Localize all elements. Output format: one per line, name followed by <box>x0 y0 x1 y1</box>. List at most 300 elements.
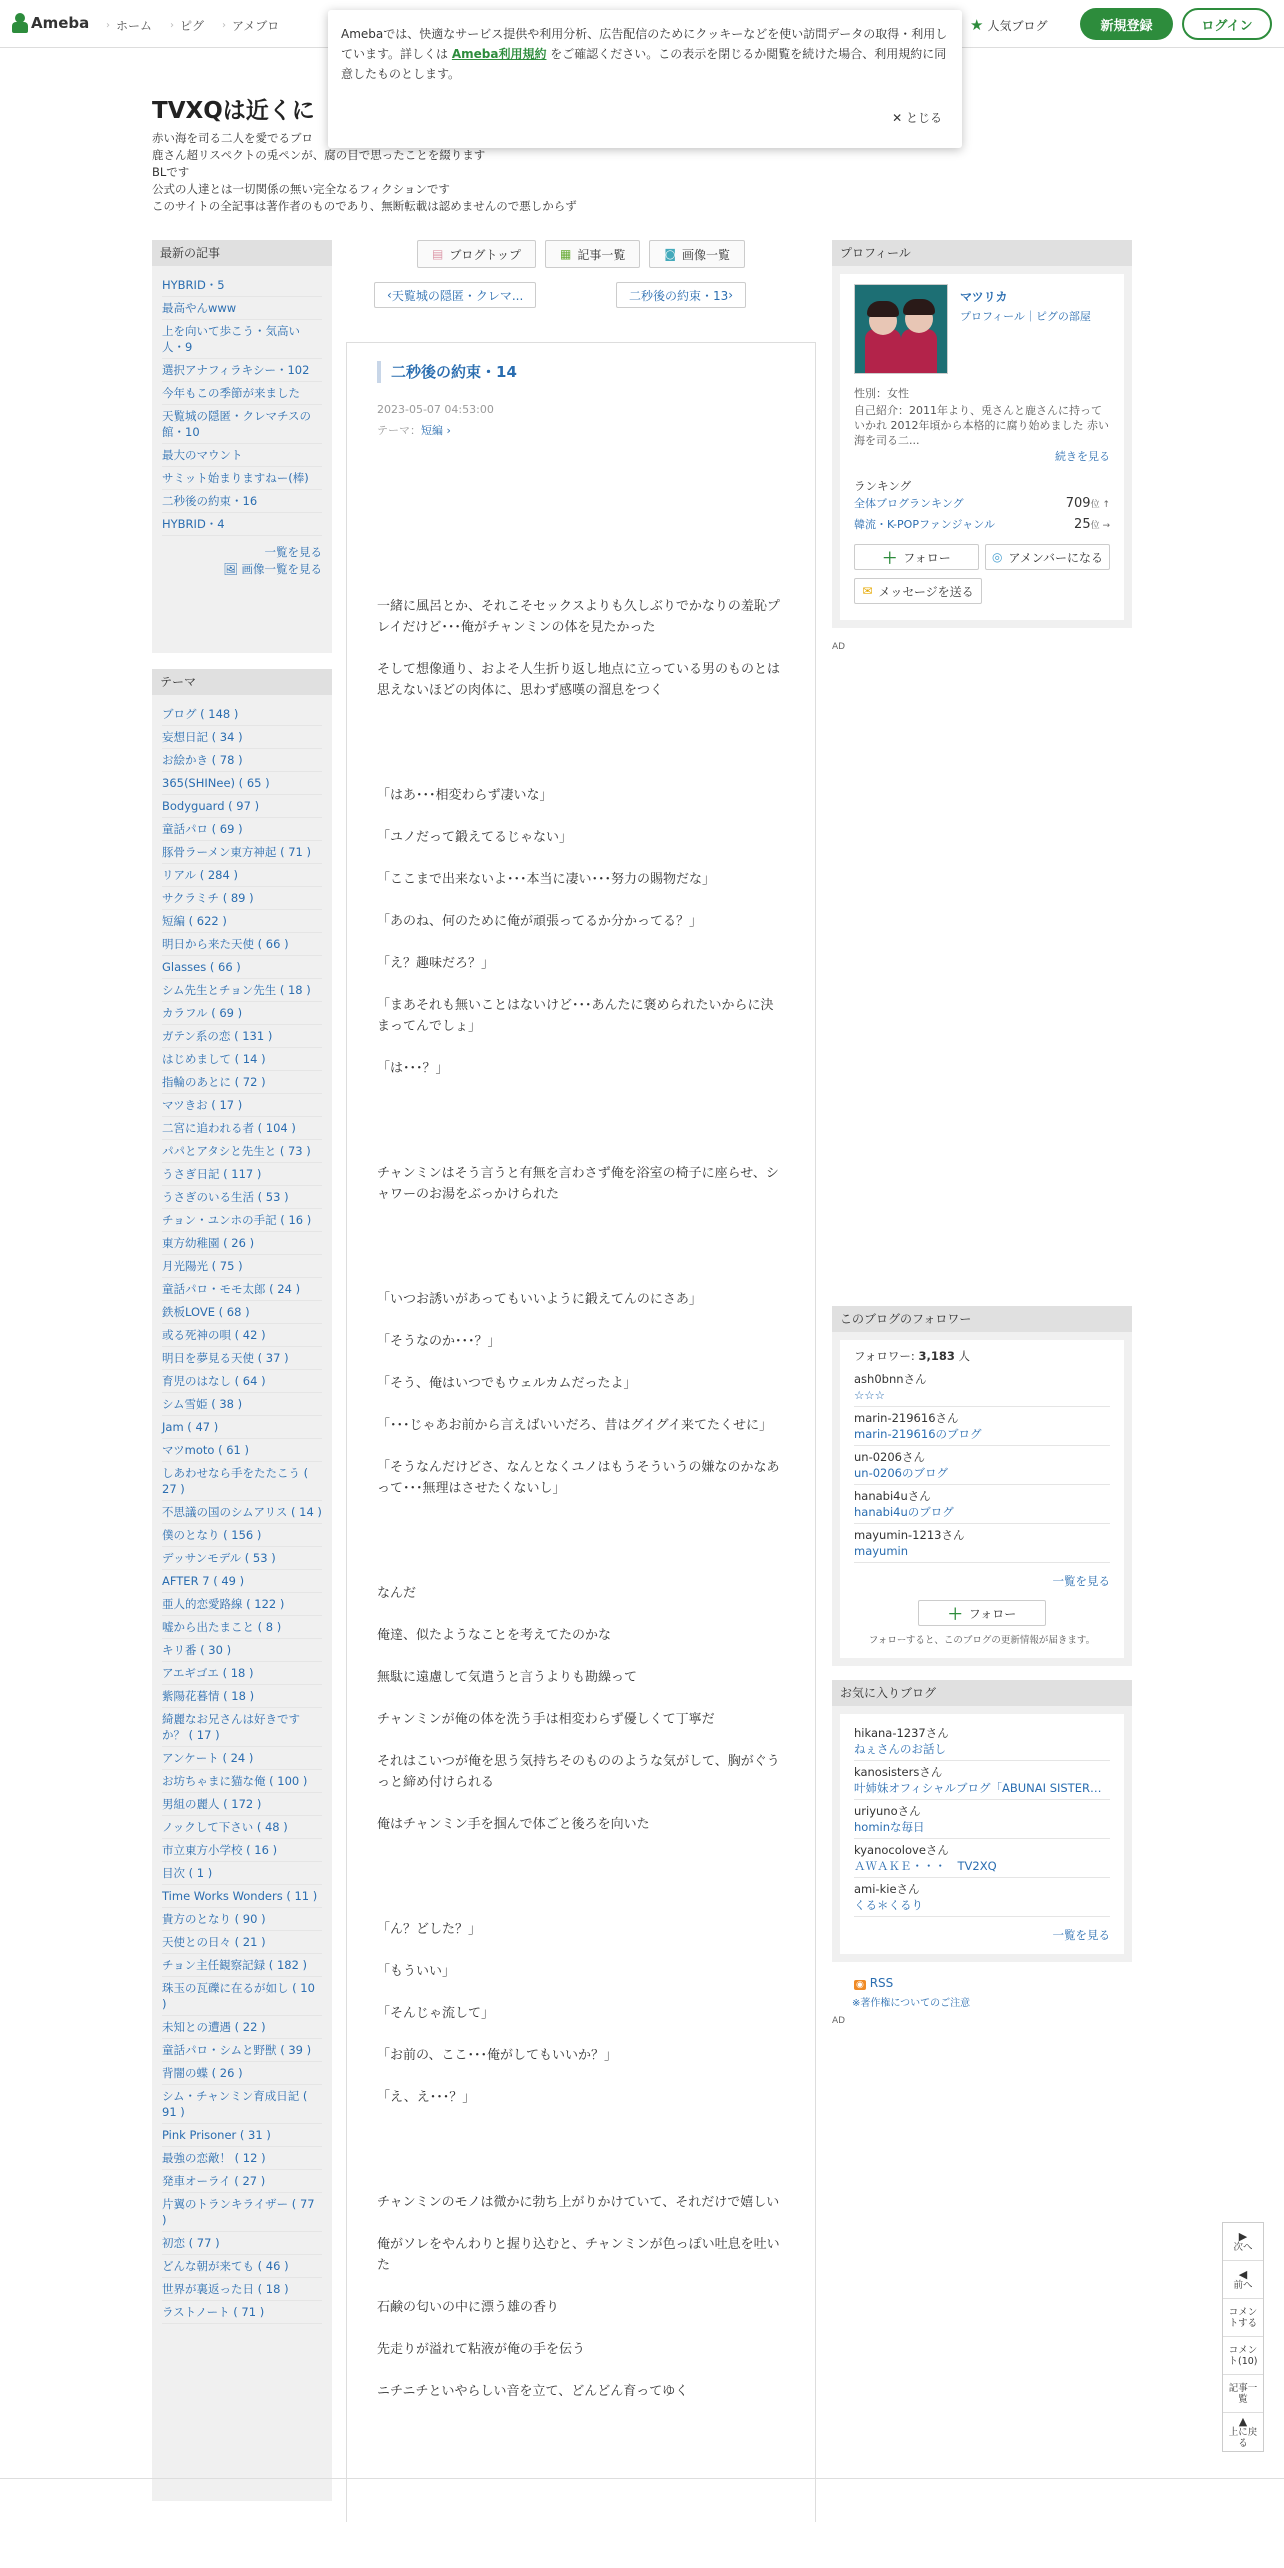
theme-link[interactable]: 鉄板LOVE ( 68 ) <box>162 1301 322 1324</box>
theme-link[interactable]: はじめまして ( 14 ) <box>162 1048 322 1071</box>
favorite-owner: kyanocoloveさん <box>854 1843 949 1857</box>
latest-article-link[interactable]: HYBRID・4 <box>162 513 322 536</box>
article-paragraph: 「ユノだって鍛えてるじゃない」 <box>377 830 573 845</box>
theme-link[interactable]: Time Works Wonders ( 11 ) <box>162 1885 322 1908</box>
article-paragraph: 「あのね、何のために俺が頑張ってるか分かってる？」 <box>377 914 703 929</box>
profile-intro-more[interactable]: 続きを見る <box>1055 450 1110 463</box>
amember-icon: ◎ <box>992 550 1003 564</box>
theme-link[interactable]: 育児のはなし ( 64 ) <box>162 1370 322 1393</box>
latest-article-link[interactable]: サミット始まりますねー(棒) <box>162 467 322 490</box>
article-paragraph <box>377 1856 785 1877</box>
article-paragraph: チャンミンはそう言うと有無を言わさず俺を浴室の椅子に座らせ、シャワーのお湯をぶっかけられた <box>377 1166 779 1202</box>
blog-desc-line: 赤い海を司る二人を愛でるブロ <box>152 131 313 145</box>
blog-top-button[interactable] <box>417 240 536 268</box>
plus-icon: ＋ <box>947 1604 963 1623</box>
images-more-label: 画像一覧を見る <box>241 562 322 576</box>
mail-icon: ✉ <box>862 584 873 598</box>
theme-link[interactable]: 片翼のトランキライザー ( 77 ) <box>162 2193 322 2232</box>
theme-link[interactable]: 妄想日記 ( 34 ) <box>162 726 322 749</box>
article-paragraph <box>377 1604 785 1625</box>
article-paragraph <box>377 1268 785 1289</box>
theme-link[interactable]: お坊ちゃまに猫な俺 ( 100 ) <box>162 1770 322 1793</box>
favorites-heading: お気に入りブログ <box>832 1680 1132 1706</box>
favorite-owner: ami-kieさん <box>854 1882 920 1896</box>
cookie-notice <box>328 10 962 148</box>
ranking-row <box>854 494 1110 515</box>
chevron-right-icon: › <box>728 288 734 302</box>
article-paragraph: チャンミンのモノは微かに勃ち上がりかけていて、それだけで嬉しい <box>377 2195 780 2210</box>
article-paragraph <box>377 1541 785 1562</box>
cookie-close-button[interactable] <box>892 108 942 128</box>
images-more-link[interactable] <box>162 561 322 578</box>
favorite-blog-link[interactable]: ＡＷＡＫＥ・・・ TV2XQ <box>854 1859 997 1873</box>
article-paragraph: 「そうなんだけどさ、なんとなくユノはもうそういうの嫌なのかなあって･･･無理はさせたくないし」 <box>377 1460 780 1496</box>
theme-link[interactable]: 明日を夢見る天使 ( 37 ) <box>162 1347 322 1370</box>
followers-more-link[interactable]: 一覧を見る <box>1052 1574 1110 1588</box>
theme-link[interactable]: アエギゴエ ( 18 ) <box>162 1662 322 1685</box>
favorite-item[interactable] <box>854 1800 1110 1839</box>
article-paragraph <box>377 2024 785 2045</box>
follower-blog-link[interactable]: marin-219616のブログ <box>854 1427 982 1441</box>
favorite-blog-link[interactable]: ねぇさんのお話し <box>854 1742 946 1756</box>
theme-link[interactable]: 貴方のとなり ( 90 ) <box>162 1908 322 1931</box>
nav-pigg[interactable]: ピグ <box>180 19 205 33</box>
article-paragraph <box>377 974 785 995</box>
theme-link[interactable]: 月光陽光 ( 75 ) <box>162 1255 322 1278</box>
message-button[interactable] <box>854 578 982 604</box>
article-paragraph: 「え、え･･･？」 <box>377 2090 476 2105</box>
theme-link[interactable]: ブログ ( 148 ) <box>162 703 322 726</box>
article-paragraph <box>377 1310 785 1331</box>
theme-link[interactable]: 市立東方小学校 ( 16 ) <box>162 1839 322 1862</box>
article-paragraph <box>377 2150 785 2171</box>
follower-list <box>854 1368 1110 1563</box>
theme-link[interactable]: ラストノート ( 71 ) <box>162 2301 322 2324</box>
article-list-label: 記事一覧 <box>577 247 626 262</box>
theme-link[interactable]: うさぎ日記 ( 117 ) <box>162 1163 322 1186</box>
theme-link[interactable]: 世界が裏返った日 ( 18 ) <box>162 2278 322 2301</box>
theme-link[interactable]: 僕のとなり ( 156 ) <box>162 1524 322 1547</box>
favorite-owner: hikana-1237さん <box>854 1726 949 1740</box>
arrow-icon: ▲ <box>1238 2414 1248 2428</box>
nav-home[interactable]: ホーム <box>116 19 153 33</box>
theme-link[interactable]: 綺麗なお兄さんは好きですか？ ( 17 ) <box>162 1708 322 1747</box>
copyright-note-link[interactable]: ※著作権についてのご注意 <box>852 1998 971 2009</box>
latest-article-link[interactable]: 今年もこの季節が来ました <box>162 382 322 405</box>
theme-link[interactable]: 珠玉の瓦礫に在るが如し ( 10 ) <box>162 1977 322 2016</box>
terms-link[interactable]: Ameba利用規約 <box>451 47 547 61</box>
article-paragraph: 「え？趣味だろ？」 <box>377 956 495 971</box>
arrow-icon: ▶ <box>1238 2229 1248 2243</box>
theme-link[interactable]: 未知との遭遇 ( 22 ) <box>162 2016 322 2039</box>
favorite-item[interactable] <box>854 1761 1110 1800</box>
article <box>346 342 816 2522</box>
close-icon: ✕ <box>892 111 906 125</box>
article-pager <box>346 282 816 312</box>
favorite-blog-link[interactable]: 叶姉妹オフィシャルブログ「ABUNAI SISTER… <box>854 1781 1102 1795</box>
favorite-blog-link[interactable]: hominな毎日 <box>854 1820 925 1834</box>
follower-name: marin-219616さん <box>854 1411 959 1425</box>
profile-links[interactable]: プロフィール｜ピグの部屋 <box>960 310 1091 323</box>
register-button[interactable]: 新規登録 <box>1080 8 1173 40</box>
floating-nav-item[interactable] <box>1223 2299 1263 2337</box>
theme-link[interactable]: 初恋 ( 77 ) <box>162 2232 322 2255</box>
article-paragraph <box>377 1562 785 1583</box>
article-paragraph: それはこいつが俺を思う気持ちそのもののような気がして、胸がぐうっと締め付けられる <box>377 1754 780 1790</box>
article-paragraph: チャンミンが俺の体を洗う手は相変わらず優しくて丁寧だ <box>377 1712 715 1727</box>
article-paragraph <box>377 1520 785 1541</box>
latest-article-link[interactable]: 最高やんwww <box>162 297 322 320</box>
theme-label: テーマ： <box>377 424 421 437</box>
next-article-button[interactable] <box>616 282 746 308</box>
blog-desc-line: このサイトの全記事は著作者のものであり、無断転載は認めませんので悪しからず <box>152 199 577 213</box>
article-paragraph <box>377 1226 785 1247</box>
floating-nav-label: 前へ <box>1233 2279 1253 2291</box>
right-sidebar <box>832 240 1132 2026</box>
favorites-inner <box>840 1714 1124 1954</box>
article-paragraph <box>377 1100 785 1121</box>
theme-link[interactable]: Glasses ( 66 ) <box>162 956 322 979</box>
floating-nav-item[interactable] <box>1223 2223 1263 2261</box>
favorites-list <box>854 1722 1110 1917</box>
article-body <box>377 596 785 2402</box>
ranking-value: 709 <box>1065 496 1091 511</box>
follower-item[interactable] <box>854 1446 1110 1485</box>
article-paragraph <box>377 1688 785 1709</box>
follower-count <box>854 1348 1110 1364</box>
floating-nav-label: 記事一覧 <box>1228 2382 1258 2405</box>
left-sidebar <box>152 240 332 2501</box>
latest-article-link[interactable]: 上を向いて歩こう・気高い人・9 <box>162 320 322 359</box>
article-paragraph: 一緒に風呂とか、それこそセックスよりも久しぶりでかなりの羞恥プレイだけど･･･俺がチャンミンの体を見たかった <box>377 599 780 635</box>
profile-inner <box>840 274 1124 620</box>
follow-label: フォロー <box>968 1606 1017 1621</box>
article-paragraph: 俺達、似たようなことを考えてたのかな <box>377 1628 612 1643</box>
latest-articles-box <box>152 266 332 653</box>
theme-link[interactable]: Bodyguard ( 97 ) <box>162 795 322 818</box>
amember-button[interactable] <box>985 544 1110 570</box>
floating-nav-item[interactable] <box>1223 2375 1263 2413</box>
theme-link[interactable]: 明日から来た天使 ( 66 ) <box>162 933 322 956</box>
article-paragraph <box>377 1877 785 1898</box>
blog-desc-line: 鹿さん超リスペクトの兎ペンが、腐の目で思ったことを綴ります <box>152 148 486 162</box>
article-paragraph: 「そう、俺はいつでもウェルカムだったよ」 <box>377 1376 637 1391</box>
login-button[interactable]: ログイン <box>1182 8 1272 40</box>
theme-link[interactable]: リアル ( 284 ) <box>162 864 322 887</box>
ad-label: AD <box>832 642 846 652</box>
latest-articles-heading: 最新の記事 <box>152 240 332 266</box>
article-paragraph: 先走りが溢れて粘液が俺の手を伝う <box>377 2342 586 2357</box>
main-column <box>346 240 816 2399</box>
ameba-logo-icon <box>12 13 28 33</box>
follower-count-label: フォロワー: <box>854 1349 919 1363</box>
follow-button-2[interactable] <box>918 1600 1046 1626</box>
follower-name: hanabi4uさん <box>854 1489 931 1503</box>
article-paragraph <box>377 1205 785 1226</box>
article-paragraph: 「ここまで出来ないよ･･･本当に凄い･･･努力の賜物だな」 <box>377 872 716 887</box>
theme-link[interactable]: 目次 ( 1 ) <box>162 1862 322 1885</box>
latest-articles-list <box>162 274 322 536</box>
theme-link[interactable]: 亜人的恋愛路線 ( 122 ) <box>162 1593 322 1616</box>
article-paragraph: 「もういい」 <box>377 1964 456 1979</box>
theme-link[interactable]: 男組の麗人 ( 172 ) <box>162 1793 322 1816</box>
followers-heading: このブログのフォロワー <box>832 1306 1132 1332</box>
floating-nav-item[interactable] <box>1223 2413 1263 2451</box>
follower-blog-link[interactable]: un-0206のブログ <box>854 1466 948 1480</box>
follower-blog-link[interactable]: hanabi4uのブログ <box>854 1505 954 1519</box>
theme-heading: テーマ <box>152 669 332 695</box>
latest-article-link[interactable]: 天覧城の隠匿・クレマチスの館・10 <box>162 405 322 444</box>
floating-nav-label: 上に戻る <box>1228 2426 1258 2449</box>
theme-link[interactable]: パパとアタシと先生と ( 73 ) <box>162 1140 322 1163</box>
floating-nav-label: コメント(10) <box>1228 2344 1258 2367</box>
theme-link[interactable]: シム雪姫 ( 38 ) <box>162 1393 322 1416</box>
article-paragraph <box>377 764 785 785</box>
follower-blog-link[interactable]: ☆☆☆ <box>854 1388 885 1402</box>
blog-nav-buttons <box>346 240 816 270</box>
image-list-button[interactable] <box>649 240 745 268</box>
article-paragraph <box>377 1898 785 1919</box>
theme-link[interactable]: うさぎのいる生活 ( 53 ) <box>162 1186 322 1209</box>
theme-link[interactable]: 童話パロ ( 69 ) <box>162 818 322 841</box>
follow-button[interactable] <box>854 544 979 570</box>
ranking-name[interactable]: 全体ブログランキング <box>854 497 964 510</box>
follower-item[interactable] <box>854 1407 1110 1446</box>
theme-link[interactable]: 東方幼稚園 ( 26 ) <box>162 1232 322 1255</box>
blog-desc-line: BLです <box>152 165 190 179</box>
follower-item[interactable] <box>854 1485 1110 1524</box>
floating-nav-label: 次へ <box>1233 2241 1253 2253</box>
article-paragraph <box>377 1394 785 1415</box>
theme-link[interactable]: シム先生とチョン先生 ( 18 ) <box>162 979 322 1002</box>
theme-link[interactable]: 短編 <box>421 424 443 437</box>
camera-icon: ◙ <box>664 247 676 261</box>
cookie-text-after: をご確認ください。この表示を閉じるか閲覧を続けた場合、利用規約に同意したものとします。 <box>341 47 947 81</box>
article-paragraph: 「は･･･？」 <box>377 1061 449 1076</box>
profile-name[interactable]: マツリカ <box>960 290 1008 304</box>
follower-item[interactable] <box>854 1368 1110 1407</box>
image-list-label: 画像一覧 <box>681 247 730 262</box>
ranking-label: ランキング <box>854 479 912 493</box>
followers-inner <box>840 1340 1124 1658</box>
favorite-item[interactable] <box>854 1839 1110 1878</box>
ranking-unit: 位 → <box>1090 521 1110 531</box>
article-paragraph <box>377 2360 785 2381</box>
article-paragraph: 無駄に遠慮して気遣うと言うよりも勘繰って <box>377 1670 638 1685</box>
prev-article-button[interactable] <box>374 282 536 308</box>
article-paragraph <box>377 848 785 869</box>
cookie-text-before: Amebaでは、快適なサービス提供や利用分析、広告配信のためにクッキーなどを使い訪問データの取得・利用しています。詳しくは <box>341 27 948 61</box>
popular-blog-label: 人気ブログ <box>987 18 1048 33</box>
article-paragraph: 「お前の、ここ･･･俺がしてもいいか？」 <box>377 2048 617 2063</box>
follower-name: ash0bnnさん <box>854 1372 927 1386</box>
theme-link[interactable]: マツきお ( 17 ) <box>162 1094 322 1117</box>
chevron-right-icon: › <box>222 20 227 31</box>
article-paragraph <box>377 1436 785 1457</box>
blog-title[interactable]: TVXQは近くに <box>152 98 315 124</box>
theme-link[interactable]: デッサンモデル ( 53 ) <box>162 1547 322 1570</box>
plus-icon: ＋ <box>882 548 898 567</box>
follower-count-value: 3,183 <box>918 1349 955 1363</box>
profile-box <box>832 266 1132 628</box>
article-paragraph <box>377 890 785 911</box>
amember-label: アメンバーになる <box>1008 550 1103 565</box>
avatar[interactable] <box>854 284 948 374</box>
article-date: 2023-05-07 04:53:00 <box>377 403 494 416</box>
article-paragraph <box>377 1121 785 1142</box>
list-icon: ▦ <box>559 247 572 261</box>
theme-link[interactable]: Jam ( 47 ) <box>162 1416 322 1439</box>
latest-article-link[interactable]: 二秒後の約束・16 <box>162 490 322 513</box>
theme-link[interactable]: シム・チャンミン育成日記 ( 91 ) <box>162 2085 322 2124</box>
theme-link[interactable]: 最強の恋敵！ ( 12 ) <box>162 2147 322 2170</box>
article-paragraph <box>377 1247 785 1268</box>
nav-ameblo[interactable]: アメブロ <box>232 19 280 33</box>
floating-nav-item[interactable] <box>1223 2337 1263 2375</box>
rss-link[interactable] <box>854 1976 893 1990</box>
latest-article-link[interactable]: 選択アナフィラキシー・102 <box>162 359 322 382</box>
theme-link[interactable]: キリ番 ( 30 ) <box>162 1639 322 1662</box>
article-list-button[interactable] <box>545 240 640 268</box>
ranking-value: 25 <box>1074 517 1091 532</box>
profile-intro: 自己紹介：2011年より、兎さんと鹿さんに持っていかれ 2012年頃から本格的に腐り始めました 赤い海を司る二... <box>854 404 1109 447</box>
followers-box <box>832 1332 1132 1666</box>
ranking-unit: 位 ↑ <box>1090 500 1110 510</box>
theme-link[interactable]: アンケート ( 24 ) <box>162 1747 322 1770</box>
article-paragraph: 「はあ･･･相変わらず凄いな」 <box>377 788 553 803</box>
floating-nav-item[interactable] <box>1223 2261 1263 2299</box>
theme-link[interactable]: チョン主任観察記録 ( 182 ) <box>162 1954 322 1977</box>
article-paragraph: 「･･･じゃあお前から言えばいいだろ、昔はグイグイ来てたくせに」 <box>377 1418 772 1433</box>
article-paragraph: 「ん？どした？」 <box>377 1922 482 1937</box>
theme-link[interactable]: 不思議の国のシムアリス ( 14 ) <box>162 1501 322 1524</box>
theme-link[interactable]: 365(SHINee) ( 65 ) <box>162 772 322 795</box>
article-paragraph <box>377 932 785 953</box>
article-paragraph <box>377 2171 785 2192</box>
theme-link[interactable]: 豚骨ラーメン東方神起 ( 71 ) <box>162 841 322 864</box>
article-paragraph <box>377 722 785 743</box>
floating-nav-label: コメントする <box>1228 2306 1258 2329</box>
theme-link[interactable]: お絵かき ( 78 ) <box>162 749 322 772</box>
follow-note: フォローすると、このブログの更新情報が届きます。 <box>868 1635 1096 1646</box>
favorite-owner: kanosistersさん <box>854 1765 943 1779</box>
article-paragraph <box>377 1499 785 1520</box>
theme-link[interactable]: ガテン系の恋 ( 131 ) <box>162 1025 322 1048</box>
follower-name: un-0206さん <box>854 1450 925 1464</box>
cookie-close-label: とじる <box>905 111 942 125</box>
theme-link[interactable]: 或る死神の唄 ( 42 ) <box>162 1324 322 1347</box>
theme-link[interactable]: 背闇の蝶 ( 26 ) <box>162 2062 322 2085</box>
arrow-icon: ◀ <box>1238 2267 1248 2281</box>
article-paragraph <box>377 701 785 722</box>
favorites-box <box>832 1706 1132 1962</box>
follower-item[interactable] <box>854 1524 1110 1563</box>
theme-link[interactable]: チョン・ユンホの手記 ( 16 ) <box>162 1209 322 1232</box>
image-icon: 🖼 <box>223 562 242 576</box>
ranking-row <box>854 515 1110 536</box>
latest-article-link[interactable]: 最大のマウント <box>162 444 322 467</box>
theme-link[interactable]: 指輪のあとに ( 72 ) <box>162 1071 322 1094</box>
popular-blog-link[interactable] <box>970 16 1047 34</box>
star-icon: ★ <box>970 16 984 34</box>
followers-section <box>832 1306 1132 1666</box>
article-theme <box>377 422 785 438</box>
theme-link[interactable]: しあわせなら手をたたこう ( 27 ) <box>162 1462 322 1501</box>
ad-label: AD <box>832 2016 846 2026</box>
profile-gender: 性別：女性 <box>854 387 909 400</box>
theme-link[interactable]: 紫陽花暮情 ( 18 ) <box>162 1685 322 1708</box>
theme-link[interactable]: 天使との日々 ( 21 ) <box>162 1931 322 1954</box>
article-paragraph: 「いつお誘いがあってもいいように鍛えてんのにさあ」 <box>377 1292 702 1307</box>
theme-link[interactable]: 二宮に追われる者 ( 104 ) <box>162 1117 322 1140</box>
article-paragraph <box>377 1352 785 1373</box>
theme-link[interactable]: ノックして下さい ( 48 ) <box>162 1816 322 1839</box>
theme-link[interactable]: カラフル ( 69 ) <box>162 1002 322 1025</box>
favorites-more-link[interactable]: 一覧を見る <box>1052 1928 1110 1942</box>
theme-link[interactable]: AFTER 7 ( 49 ) <box>162 1570 322 1593</box>
theme-link[interactable]: 童話パロ・シムと野獣 ( 39 ) <box>162 2039 322 2062</box>
theme-link[interactable]: サクラミチ ( 89 ) <box>162 887 322 910</box>
article-paragraph: 「まあそれも無いことはないけど･･･あんたに褒められたいからに決まってんでしょ」 <box>377 998 774 1034</box>
article-paragraph <box>377 1835 785 1856</box>
follower-blog-link[interactable]: mayumin <box>854 1544 909 1558</box>
article-paragraph <box>377 2129 785 2150</box>
profile-actions <box>854 544 1110 570</box>
article-paragraph <box>377 1037 785 1058</box>
article-title[interactable]: 二秒後の約束・14 <box>377 361 785 383</box>
message-label: メッセージを送る <box>878 584 974 599</box>
article-paragraph <box>377 1646 785 1667</box>
profile-actions <box>854 578 1110 604</box>
article-paragraph <box>377 1982 785 2003</box>
favorite-item[interactable] <box>854 1878 1110 1917</box>
article-paragraph <box>377 638 785 659</box>
footer-divider <box>0 2478 1284 2479</box>
follower-name: mayumin-1213さん <box>854 1528 965 1542</box>
theme-link[interactable]: マツmoto ( 61 ) <box>162 1439 322 1462</box>
theme-link[interactable]: 嘘から出たまこと ( 8 ) <box>162 1616 322 1639</box>
article-paragraph <box>377 1730 785 1751</box>
floating-nav <box>1222 2222 1264 2452</box>
favorite-item[interactable] <box>854 1722 1110 1761</box>
theme-link[interactable]: 発車オーライ ( 27 ) <box>162 2170 322 2193</box>
theme-list <box>162 703 322 2324</box>
article-paragraph <box>377 1079 785 1100</box>
latest-more-link[interactable]: 一覧を見る <box>264 545 322 559</box>
article-paragraph <box>377 2108 785 2129</box>
article-paragraph <box>377 2066 785 2087</box>
article-paragraph: 「そうなのか･･･？」 <box>377 1334 501 1349</box>
theme-link[interactable]: Pink Prisoner ( 31 ) <box>162 2124 322 2147</box>
theme-link[interactable]: 童話パロ・モモ太郎 ( 24 ) <box>162 1278 322 1301</box>
next-article-label: 二秒後の約束・13 <box>629 288 729 303</box>
article-paragraph: なんだ <box>377 1586 417 1601</box>
theme-link[interactable]: どんな朝が来ても ( 46 ) <box>162 2255 322 2278</box>
article-paragraph: 「そんじゃ流して」 <box>377 2006 495 2021</box>
favorite-owner: uriyunoさん <box>854 1804 921 1818</box>
article-paragraph: 俺はチャンミン手を掴んで体ごと後ろを向いた <box>377 1817 650 1832</box>
favorite-blog-link[interactable]: くる＊くるり <box>854 1898 923 1912</box>
follower-count-unit: 人 <box>954 1349 971 1363</box>
article-paragraph <box>377 1142 785 1163</box>
ranking-name[interactable]: 韓流・K-POPファンジャンル <box>854 518 995 531</box>
article-paragraph: 石鹸の匂いの中に漂う雄の香り <box>377 2300 560 2315</box>
latest-article-link[interactable]: HYBRID・5 <box>162 274 322 297</box>
header-nav <box>106 17 279 34</box>
theme-link[interactable]: 短編 ( 622 ) <box>162 910 322 933</box>
article-paragraph <box>377 2318 785 2339</box>
ameba-logo[interactable] <box>12 13 89 33</box>
